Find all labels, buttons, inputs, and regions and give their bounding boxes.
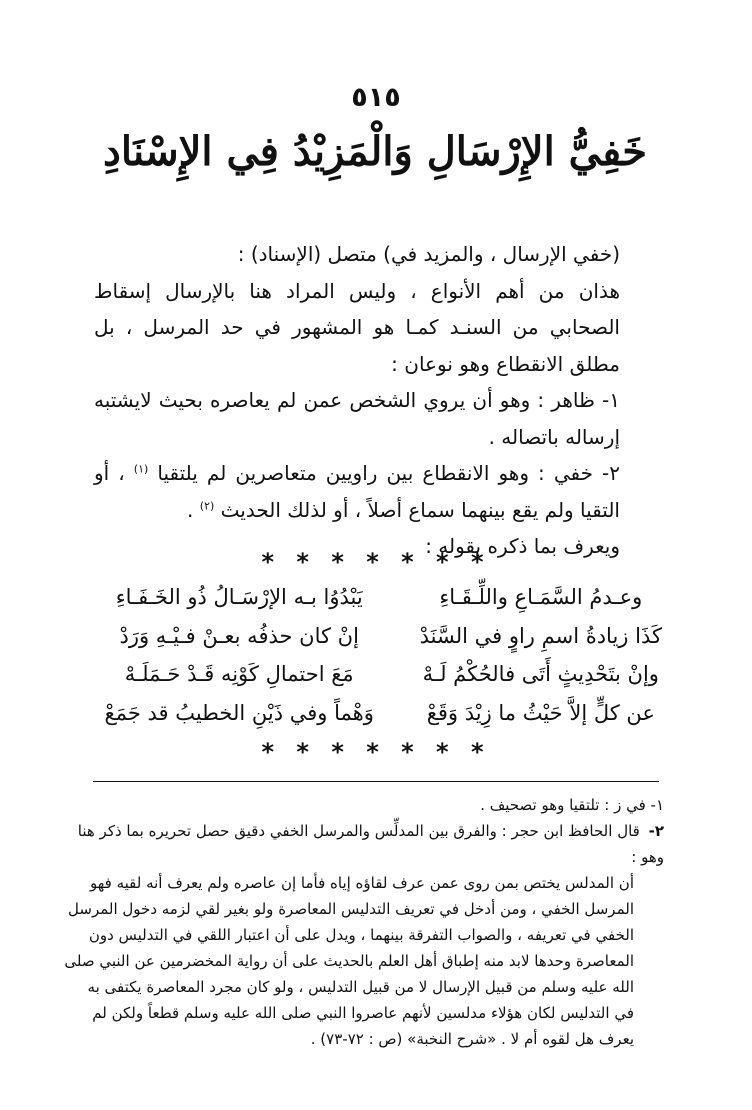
footnote-2-number: ٢-	[648, 822, 664, 840]
section-heading: (خفي الإرسال ، والمزيد في) متصل (الإسناد) :	[237, 242, 620, 266]
list-item-hidden-text-end: .	[187, 497, 194, 522]
poem-hemistich-left: يَبْدُوُا بـه الإرْسَـالُ ذُو الخَـفَـاءِ	[115, 585, 363, 609]
list-item-hidden	[94, 455, 664, 528]
footnote-divider	[93, 781, 659, 782]
poem-hemistich-left: مَعَ احتمالِ كَوْنِه قَـدْ حَـمَلَـهْ	[124, 662, 354, 686]
page-number: ٥١٥	[351, 82, 401, 113]
footnote-2	[64, 818, 664, 870]
poem-hemistich-left: إنْ كان حذفُه بعـنْ فـيْـهِ وَرَدْ	[119, 623, 359, 648]
list-item-hidden-text: ٢- خفي : وهو الانقطاع بين راويين متعاصرين لم يلتقيا	[157, 461, 621, 485]
footnote-2-first-line: قال الحافظ ابن حجر : والفرق بين المدلِّس والمرسل الخفي دقيق حصل تحريره بما ذكر هنا وهو :	[77, 822, 664, 866]
poem-hemistich-right: عن كلٍّ إلاَّ حَيْثُ ما زِيْدَ وَقَعْ	[426, 700, 655, 725]
footnote-ref-1: (١)	[133, 462, 149, 476]
footnote-ref-2: (٢)	[199, 498, 215, 512]
poem-intro: ويعرف بما ذكره بقوله :	[425, 534, 620, 558]
poem-hemistich-left: وَهْماً وفي ذَيْنِ الخطيبُ قد جَمَعْ	[104, 700, 374, 725]
separator-top: * * * * * * *	[261, 548, 491, 576]
poem-verse	[100, 617, 680, 656]
main-text	[94, 236, 664, 565]
list-item-apparent: ١- ظاهر : وهو أن يروي الشخص عمن لم يعاصره بحيث لايشتبه إرساله باتصاله .	[94, 388, 620, 449]
list-item-hidden-text-cont: ، أو التقيا ولم يقع بينهما سماع أصلاً ، أو لذلك الحديث	[94, 461, 620, 522]
poem-hemistich-right: وعـدمُ السَّمَـاعِ واللِّـقَـاءِ	[439, 585, 643, 609]
poem-hemistich-right: كَذَا زيادةُ اسمِ راوٍ في السَّنَدْ	[419, 623, 662, 648]
chapter-title: خَفِيُّ الإِرْسَالِ وَالْمَزِيْدُ فِي الإِسْنَادِ	[103, 128, 647, 175]
poem-verse	[100, 578, 680, 617]
footnote-2-body: أن المدلس يختص بمن روى عمن عرف لقاؤه إياه فأما إن عاصره ولم يعرف أنه لقيه فهو المرسل الخفي ، ومن أدخل في تعريف التدليس المعاصرة ولو بغير لقي لزمه دخول المرسل الخفي في تعريفه ، والصواب التفرقة بينهما ، ويدل على أن اعتبار اللقي في التدليس دون المعاصرة وحدها لابد منه إطباق أهل العلم بالحديث على أن رواية المخضرمين عن النبي صلى الله عليه وسلم من قبيل الإرسال لا من قبيل التدليس ، ولو كان مجرد المعاصرة يكتفى به في التدليس لكان هؤلاء مدلسين لأنهم عاصروا النبي صلى الله عليه وسلم قطعاً ولكن لم يعرف هل لقوه أم لا . «شرح النخبة» (ص : ٧٢-٧٣) .	[64, 874, 634, 1048]
poem-verse	[100, 655, 680, 694]
footnote-1: ١- في ز : تلتقيا وهو تصحيف .	[480, 796, 664, 814]
poem-verse	[100, 694, 680, 733]
intro-paragraph: هذان من أهم الأنواع ، وليس المراد هنا بالإرسال إسقاط الصحابي من السنـد كمـا هو المشهور في حد المرسل ، بل مطلق الانقطاع وهو نوعان :	[94, 278, 620, 376]
poem-hemistich-right: وإنْ بتَحْدِيثٍ أَتَى فالحُكْمُ لَـهْ	[422, 662, 659, 686]
poem	[100, 578, 680, 732]
footnotes	[64, 792, 664, 1052]
separator-bottom: * * * * * * *	[261, 738, 491, 766]
